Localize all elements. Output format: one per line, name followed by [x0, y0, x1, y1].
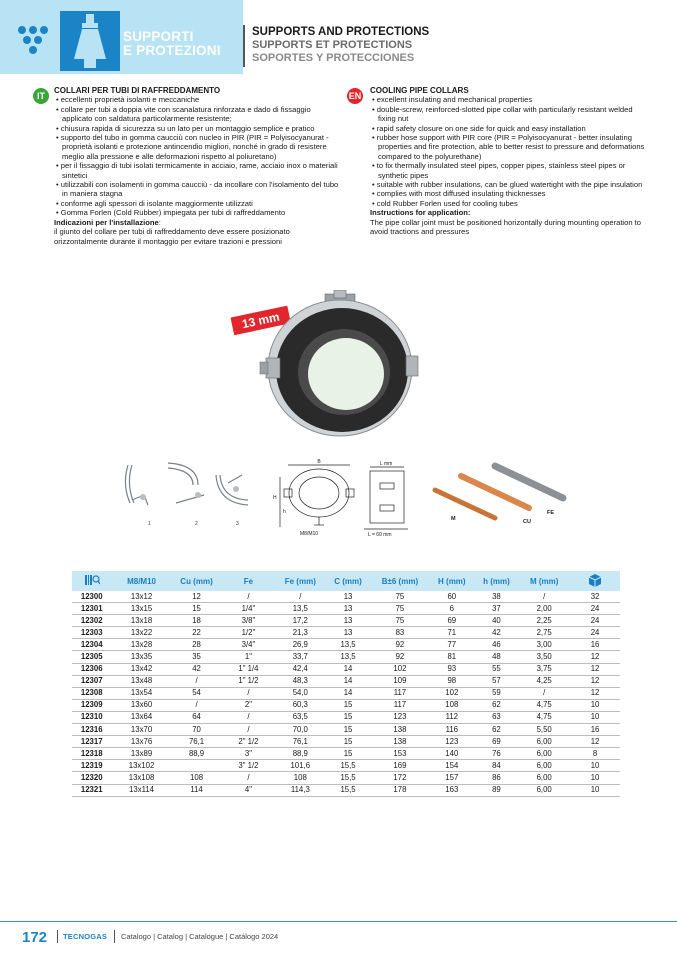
table-row	[72, 687, 620, 699]
pipes-drawing	[425, 458, 570, 528]
product-image-pipe-collar	[230, 290, 440, 440]
table-row	[72, 772, 620, 784]
section-title-en: COOLING PIPE COLLARS	[370, 86, 469, 95]
table-cell: 13	[325, 603, 371, 615]
table-cell: 93	[429, 663, 475, 675]
language-badge-it: IT	[33, 88, 49, 104]
product-code-cell: 12309	[72, 699, 111, 711]
pipe-label-cu: CU	[523, 519, 531, 525]
table-cell: 75	[371, 615, 429, 627]
table-cell: 10	[570, 784, 620, 796]
table-cell: 42	[172, 663, 222, 675]
table-cell: 13x64	[111, 711, 171, 723]
table-cell: 123	[371, 711, 429, 723]
table-cell: 88,9	[275, 748, 325, 760]
table-cell: 14	[325, 687, 371, 699]
table-cell: 1" 1/4	[221, 663, 275, 675]
bullet-item: • to fix thermally insulated steel pipes, copper pipes, stainless steel pipes or synthetic pipes	[372, 161, 626, 180]
table-cell: 102	[429, 687, 475, 699]
table-cell: 13x54	[111, 687, 171, 699]
table-cell: 153	[371, 748, 429, 760]
table-cell: 2"	[221, 699, 275, 711]
table-cell: 28	[172, 639, 222, 651]
code-column-icon	[72, 571, 111, 591]
table-cell: 15,5	[325, 760, 371, 772]
installation-steps-drawing	[118, 455, 253, 535]
table-cell: 24	[570, 615, 620, 627]
column-header: H (mm)	[429, 571, 475, 591]
instructions-en: Instructions for application:	[370, 208, 471, 218]
table-cell: 13x102	[111, 760, 171, 772]
table-row	[72, 760, 620, 772]
brand-name: TECNOGAS	[63, 932, 108, 941]
table-cell: 62	[475, 699, 519, 711]
product-code-cell: 12307	[72, 675, 111, 687]
table-cell: 6,00	[518, 772, 570, 784]
table-cell: 13x15	[111, 603, 171, 615]
table-cell: 138	[371, 724, 429, 736]
bullet-item: • rapid safety closure on one side for quick and easy installation	[372, 123, 586, 133]
table-cell: 83	[371, 627, 429, 639]
table-cell: 32	[570, 591, 620, 603]
table-cell: /	[172, 675, 222, 687]
table-cell: /	[221, 772, 275, 784]
table-cell: 42,4	[275, 663, 325, 675]
table-cell: 18	[172, 615, 222, 627]
bullet-item: • suitable with rubber insulations, can be glued watertight with the pipe insulation	[372, 180, 643, 190]
table-cell: 98	[429, 675, 475, 687]
table-cell: 6,00	[518, 784, 570, 796]
table-cell: /	[518, 591, 570, 603]
table-row	[72, 711, 620, 723]
bullet-item: • conforme agli spessori di isolante maggiormente utilizzati	[56, 198, 253, 208]
table-cell: 13	[325, 591, 371, 603]
table-cell: 2,00	[518, 603, 570, 615]
table-cell: 12	[570, 651, 620, 663]
table-cell: 6,00	[518, 760, 570, 772]
title-es: SOPORTES Y PROTECCIONES	[252, 52, 415, 64]
table-cell: 1/4"	[221, 603, 275, 615]
table-cell: 38	[475, 591, 519, 603]
table-cell: 54	[172, 687, 222, 699]
table-row	[72, 748, 620, 760]
table-cell: 48,3	[275, 675, 325, 687]
table-cell: 13x48	[111, 675, 171, 687]
table-cell: 40	[475, 615, 519, 627]
table-cell: 75	[371, 591, 429, 603]
table-cell: 12	[570, 687, 620, 699]
product-code-cell: 12304	[72, 639, 111, 651]
table-cell: 69	[475, 736, 519, 748]
table-cell: 112	[429, 711, 475, 723]
table-cell: 55	[475, 663, 519, 675]
table-cell: 163	[429, 784, 475, 796]
table-cell: 42	[475, 627, 519, 639]
product-code-cell: 12306	[72, 663, 111, 675]
table-cell: 13x89	[111, 748, 171, 760]
table-cell: 172	[371, 772, 429, 784]
table-cell: 109	[371, 675, 429, 687]
table-cell: 13x108	[111, 772, 171, 784]
product-code-cell: 12317	[72, 736, 111, 748]
table-cell: 3/4"	[221, 639, 275, 651]
table-cell: 12	[570, 675, 620, 687]
table-cell: 54,0	[275, 687, 325, 699]
table-row	[72, 784, 620, 796]
bullet-item: • chiusura rapida di sicurezza su un lato per un montaggio semplice e pratico	[56, 123, 315, 133]
table-cell: 84	[475, 760, 519, 772]
table-cell: 57	[475, 675, 519, 687]
table-cell: 15,5	[325, 772, 371, 784]
product-code-cell: 12302	[72, 615, 111, 627]
table-row	[72, 699, 620, 711]
table-cell: 13x76	[111, 736, 171, 748]
table-cell: 5,50	[518, 724, 570, 736]
table-cell: 17,2	[275, 615, 325, 627]
product-code-cell: 12316	[72, 724, 111, 736]
table-cell: 13x35	[111, 651, 171, 663]
bullet-item: • excellent insulating and mechanical properties	[372, 95, 533, 105]
table-cell: 60	[429, 591, 475, 603]
table-cell: 63,5	[275, 711, 325, 723]
table-cell: 1"	[221, 651, 275, 663]
table-cell: 3"	[221, 748, 275, 760]
footer-separator	[114, 930, 115, 943]
table-cell: 15	[325, 736, 371, 748]
package-icon	[570, 571, 620, 591]
table-cell: 4"	[221, 784, 275, 796]
table-cell: 3,00	[518, 639, 570, 651]
table-cell: 14	[325, 675, 371, 687]
instructions-text-it: il giunto del collare per tubi di raffreddamento deve essere posizionato orizzontalmente durante il montaggio per evitare trazioni e pressioni	[54, 227, 290, 246]
product-code-cell: 12319	[72, 760, 111, 772]
product-code-cell: 12320	[72, 772, 111, 784]
table-cell: 24	[570, 603, 620, 615]
table-cell: 140	[429, 748, 475, 760]
table-cell: 114	[172, 784, 222, 796]
bullet-item: • collare per tubi a doppia vite con scanalatura rinforzata e dado di fissaggio applicato con saldatura particolarmente resistente;	[56, 104, 311, 124]
table-cell: 14	[325, 663, 371, 675]
bullet-item: • cold Rubber Forlen used for cooling tubes	[372, 198, 518, 208]
table-cell: 1/2"	[221, 627, 275, 639]
table-cell: 114,3	[275, 784, 325, 796]
product-code-cell: 12308	[72, 687, 111, 699]
table-row	[72, 675, 620, 687]
table-cell: 64	[172, 711, 222, 723]
product-code-cell: 12303	[72, 627, 111, 639]
step-label: 1	[148, 521, 151, 527]
table-row	[72, 663, 620, 675]
description-en	[370, 86, 645, 237]
table-cell: 13x114	[111, 784, 171, 796]
table-header-row	[72, 571, 620, 591]
table-cell: 12	[570, 663, 620, 675]
title-en: SUPPORTS AND PROTECTIONS	[252, 26, 430, 38]
table-cell: 76,1	[275, 736, 325, 748]
footer-separator	[57, 930, 58, 943]
column-header: Fe	[221, 571, 275, 591]
product-table	[72, 571, 620, 797]
table-cell: 1" 1/2	[221, 675, 275, 687]
table-cell: 102	[371, 663, 429, 675]
table-cell: 13x60	[111, 699, 171, 711]
table-cell: 10	[570, 760, 620, 772]
section-title-it: COLLARI PER TUBI DI RAFFREDDAMENTO	[54, 86, 221, 95]
table-cell: 76	[475, 748, 519, 760]
table-cell: 16	[570, 724, 620, 736]
table-cell: 13,5	[325, 651, 371, 663]
table-cell: 33,7	[275, 651, 325, 663]
table-cell: /	[221, 711, 275, 723]
table-cell: 24	[570, 627, 620, 639]
bullet-item: • rubber hose support with PIR core (PIR = Polyisocyanurat - better insulating properties and fire protection, able to better resist to pressure and deformations compared to the polyurethane)	[372, 133, 645, 161]
table-cell: 4,75	[518, 699, 570, 711]
table-cell: 75	[371, 603, 429, 615]
column-header: h (mm)	[475, 571, 519, 591]
step-label: 3	[236, 521, 239, 527]
header-divider	[243, 25, 245, 67]
table-cell: 62	[475, 724, 519, 736]
page-number: 172	[22, 929, 48, 946]
table-row	[72, 651, 620, 663]
table-cell: 3,75	[518, 663, 570, 675]
table-row	[72, 627, 620, 639]
bullet-item: • eccellenti proprietà isolanti e meccaniche	[56, 95, 200, 105]
product-code-cell: 12321	[72, 784, 111, 796]
table-cell: 154	[429, 760, 475, 772]
title-fr: SUPPORTS ET PROTECTIONS	[252, 39, 413, 51]
product-code-cell: 12318	[72, 748, 111, 760]
table-cell: /	[221, 724, 275, 736]
table-cell: 63	[475, 711, 519, 723]
table-row	[72, 736, 620, 748]
pipe-label-m: M	[451, 516, 456, 522]
product-code-cell: 12305	[72, 651, 111, 663]
table-cell: 3,50	[518, 651, 570, 663]
table-cell: 26,9	[275, 639, 325, 651]
table-cell: 4,75	[518, 711, 570, 723]
table-cell: 13x18	[111, 615, 171, 627]
table-row	[72, 603, 620, 615]
table-cell: /	[221, 687, 275, 699]
table-cell: 46	[475, 639, 519, 651]
table-cell: 92	[371, 651, 429, 663]
dim-label-h-upper: H	[273, 495, 277, 501]
table-cell: 92	[371, 639, 429, 651]
column-header: Fe (mm)	[275, 571, 325, 591]
bullet-item: • utilizzabili con isolamenti in gomma caucciù - da incollare con l'isolamento del tubo in maniera stagna	[56, 180, 339, 199]
instructions-it: Indicazioni per l'installazione:	[54, 217, 161, 227]
table-cell: 12	[172, 591, 222, 603]
table-cell: 4,25	[518, 675, 570, 687]
bullet-item: • Gomma Forlen (Cold Rubber) impiegata per tubi di raffreddamento	[56, 208, 286, 218]
table-cell: 71	[429, 627, 475, 639]
table-cell	[172, 760, 222, 772]
table-cell: 108	[275, 772, 325, 784]
length-label: L = 60 mm	[368, 532, 392, 538]
page-header	[0, 0, 677, 74]
table-cell: 13	[325, 627, 371, 639]
dim-label-l: L mm	[380, 461, 393, 467]
table-cell: 2" 1/2	[221, 736, 275, 748]
table-cell: 138	[371, 736, 429, 748]
table-cell: 2,25	[518, 615, 570, 627]
table-cell: 37	[475, 603, 519, 615]
table-cell: 6,00	[518, 748, 570, 760]
catalog-label: Catalogo | Catalog | Catalogue | Catálogo 2024	[121, 932, 279, 941]
table-cell: 6	[429, 603, 475, 615]
bullet-item: • complies with most diffused insulating thicknesses	[372, 189, 546, 199]
table-cell: 76,1	[172, 736, 222, 748]
technical-drawing	[270, 455, 415, 540]
table-cell: 15	[325, 748, 371, 760]
table-cell: 108	[429, 699, 475, 711]
table-cell: 21,3	[275, 627, 325, 639]
table-cell: 101,6	[275, 760, 325, 772]
table-cell: /	[221, 591, 275, 603]
brand-dots-icon	[18, 26, 48, 52]
table-cell: 10	[570, 772, 620, 784]
table-cell: 81	[429, 651, 475, 663]
table-cell: 22	[172, 627, 222, 639]
table-cell: 70	[172, 724, 222, 736]
column-header: Cu (mm)	[172, 571, 222, 591]
category-title: SUPPORTI E PROTEZIONI	[123, 29, 221, 58]
step-label: 2	[195, 521, 198, 527]
table-cell: /	[172, 699, 222, 711]
table-cell: 13x28	[111, 639, 171, 651]
table-cell: 13x70	[111, 724, 171, 736]
product-code-cell: 12310	[72, 711, 111, 723]
pipe-support-icon	[60, 11, 120, 71]
table-row	[72, 724, 620, 736]
column-header: B±6 (mm)	[371, 571, 429, 591]
table-cell: 69	[429, 615, 475, 627]
footer-divider	[0, 921, 677, 922]
table-cell: 2,75	[518, 627, 570, 639]
table-cell: 13,5	[325, 639, 371, 651]
table-cell: 59	[475, 687, 519, 699]
table-cell: 117	[371, 687, 429, 699]
table-row	[72, 615, 620, 627]
language-badge-en: EN	[347, 88, 363, 104]
table-cell: 13x22	[111, 627, 171, 639]
table-cell: 86	[475, 772, 519, 784]
table-cell: 169	[371, 760, 429, 772]
table-cell: 178	[371, 784, 429, 796]
table-cell: 13	[325, 615, 371, 627]
table-cell: /	[275, 591, 325, 603]
table-cell: 15,5	[325, 784, 371, 796]
table-cell: 15	[172, 603, 222, 615]
dim-label-b: B	[317, 459, 321, 465]
thread-label: M8/M10	[300, 531, 319, 537]
table-cell: 123	[429, 736, 475, 748]
table-row	[72, 639, 620, 651]
table-cell: 15	[325, 699, 371, 711]
table-cell: 88,9	[172, 748, 222, 760]
bullet-item: • double-screw, reinforced-slotted pipe collar with particularly resistant welded fixing nut	[372, 104, 633, 124]
table-cell: 116	[429, 724, 475, 736]
table-cell: 108	[172, 772, 222, 784]
pipe-label-fe: FE	[547, 510, 555, 516]
column-header: M8/M10	[111, 571, 171, 591]
table-cell: 60,3	[275, 699, 325, 711]
bullet-item: • supporto del tubo in gomma caucciù con nucleo in PIR (PIR = Polyisocyanurat - proprietà isolanti e protezione antincendio migliori, nonché in grado di resistere meglio alla pressione e alle deformazioni rispetto al poliuretano)	[56, 133, 329, 161]
description-it	[54, 86, 340, 246]
table-cell: 12	[570, 736, 620, 748]
table-cell: 89	[475, 784, 519, 796]
size-label: 13 mm	[240, 309, 281, 332]
table-cell: 8	[570, 748, 620, 760]
table-cell: 13x12	[111, 591, 171, 603]
table-cell: 157	[429, 772, 475, 784]
table-row	[72, 591, 620, 603]
table-cell: 117	[371, 699, 429, 711]
table-cell: 6,00	[518, 736, 570, 748]
product-code-cell: 12300	[72, 591, 111, 603]
table-cell: 77	[429, 639, 475, 651]
table-cell: 10	[570, 699, 620, 711]
table-cell: 13,5	[275, 603, 325, 615]
table-cell: 35	[172, 651, 222, 663]
table-cell: 16	[570, 639, 620, 651]
column-header: M (mm)	[518, 571, 570, 591]
table-cell: 13x42	[111, 663, 171, 675]
table-cell: 70,0	[275, 724, 325, 736]
column-header: C (mm)	[325, 571, 371, 591]
table-cell: /	[518, 687, 570, 699]
table-cell: 15	[325, 724, 371, 736]
table-cell: 48	[475, 651, 519, 663]
instructions-text-en: The pipe collar joint must be positioned horizontally during mounting operation to avoid tractions and pressures	[370, 217, 642, 237]
product-code-cell: 12301	[72, 603, 111, 615]
dim-label-h-lower: h	[283, 509, 286, 515]
table-cell: 3" 1/2	[221, 760, 275, 772]
bullet-item: • per il fissaggio di tubi isolati termicamente in acciaio, rame, acciaio inox o materiali sintetici	[56, 161, 338, 180]
table-cell: 3/8"	[221, 615, 275, 627]
table-cell: 15	[325, 711, 371, 723]
table-cell: 10	[570, 711, 620, 723]
